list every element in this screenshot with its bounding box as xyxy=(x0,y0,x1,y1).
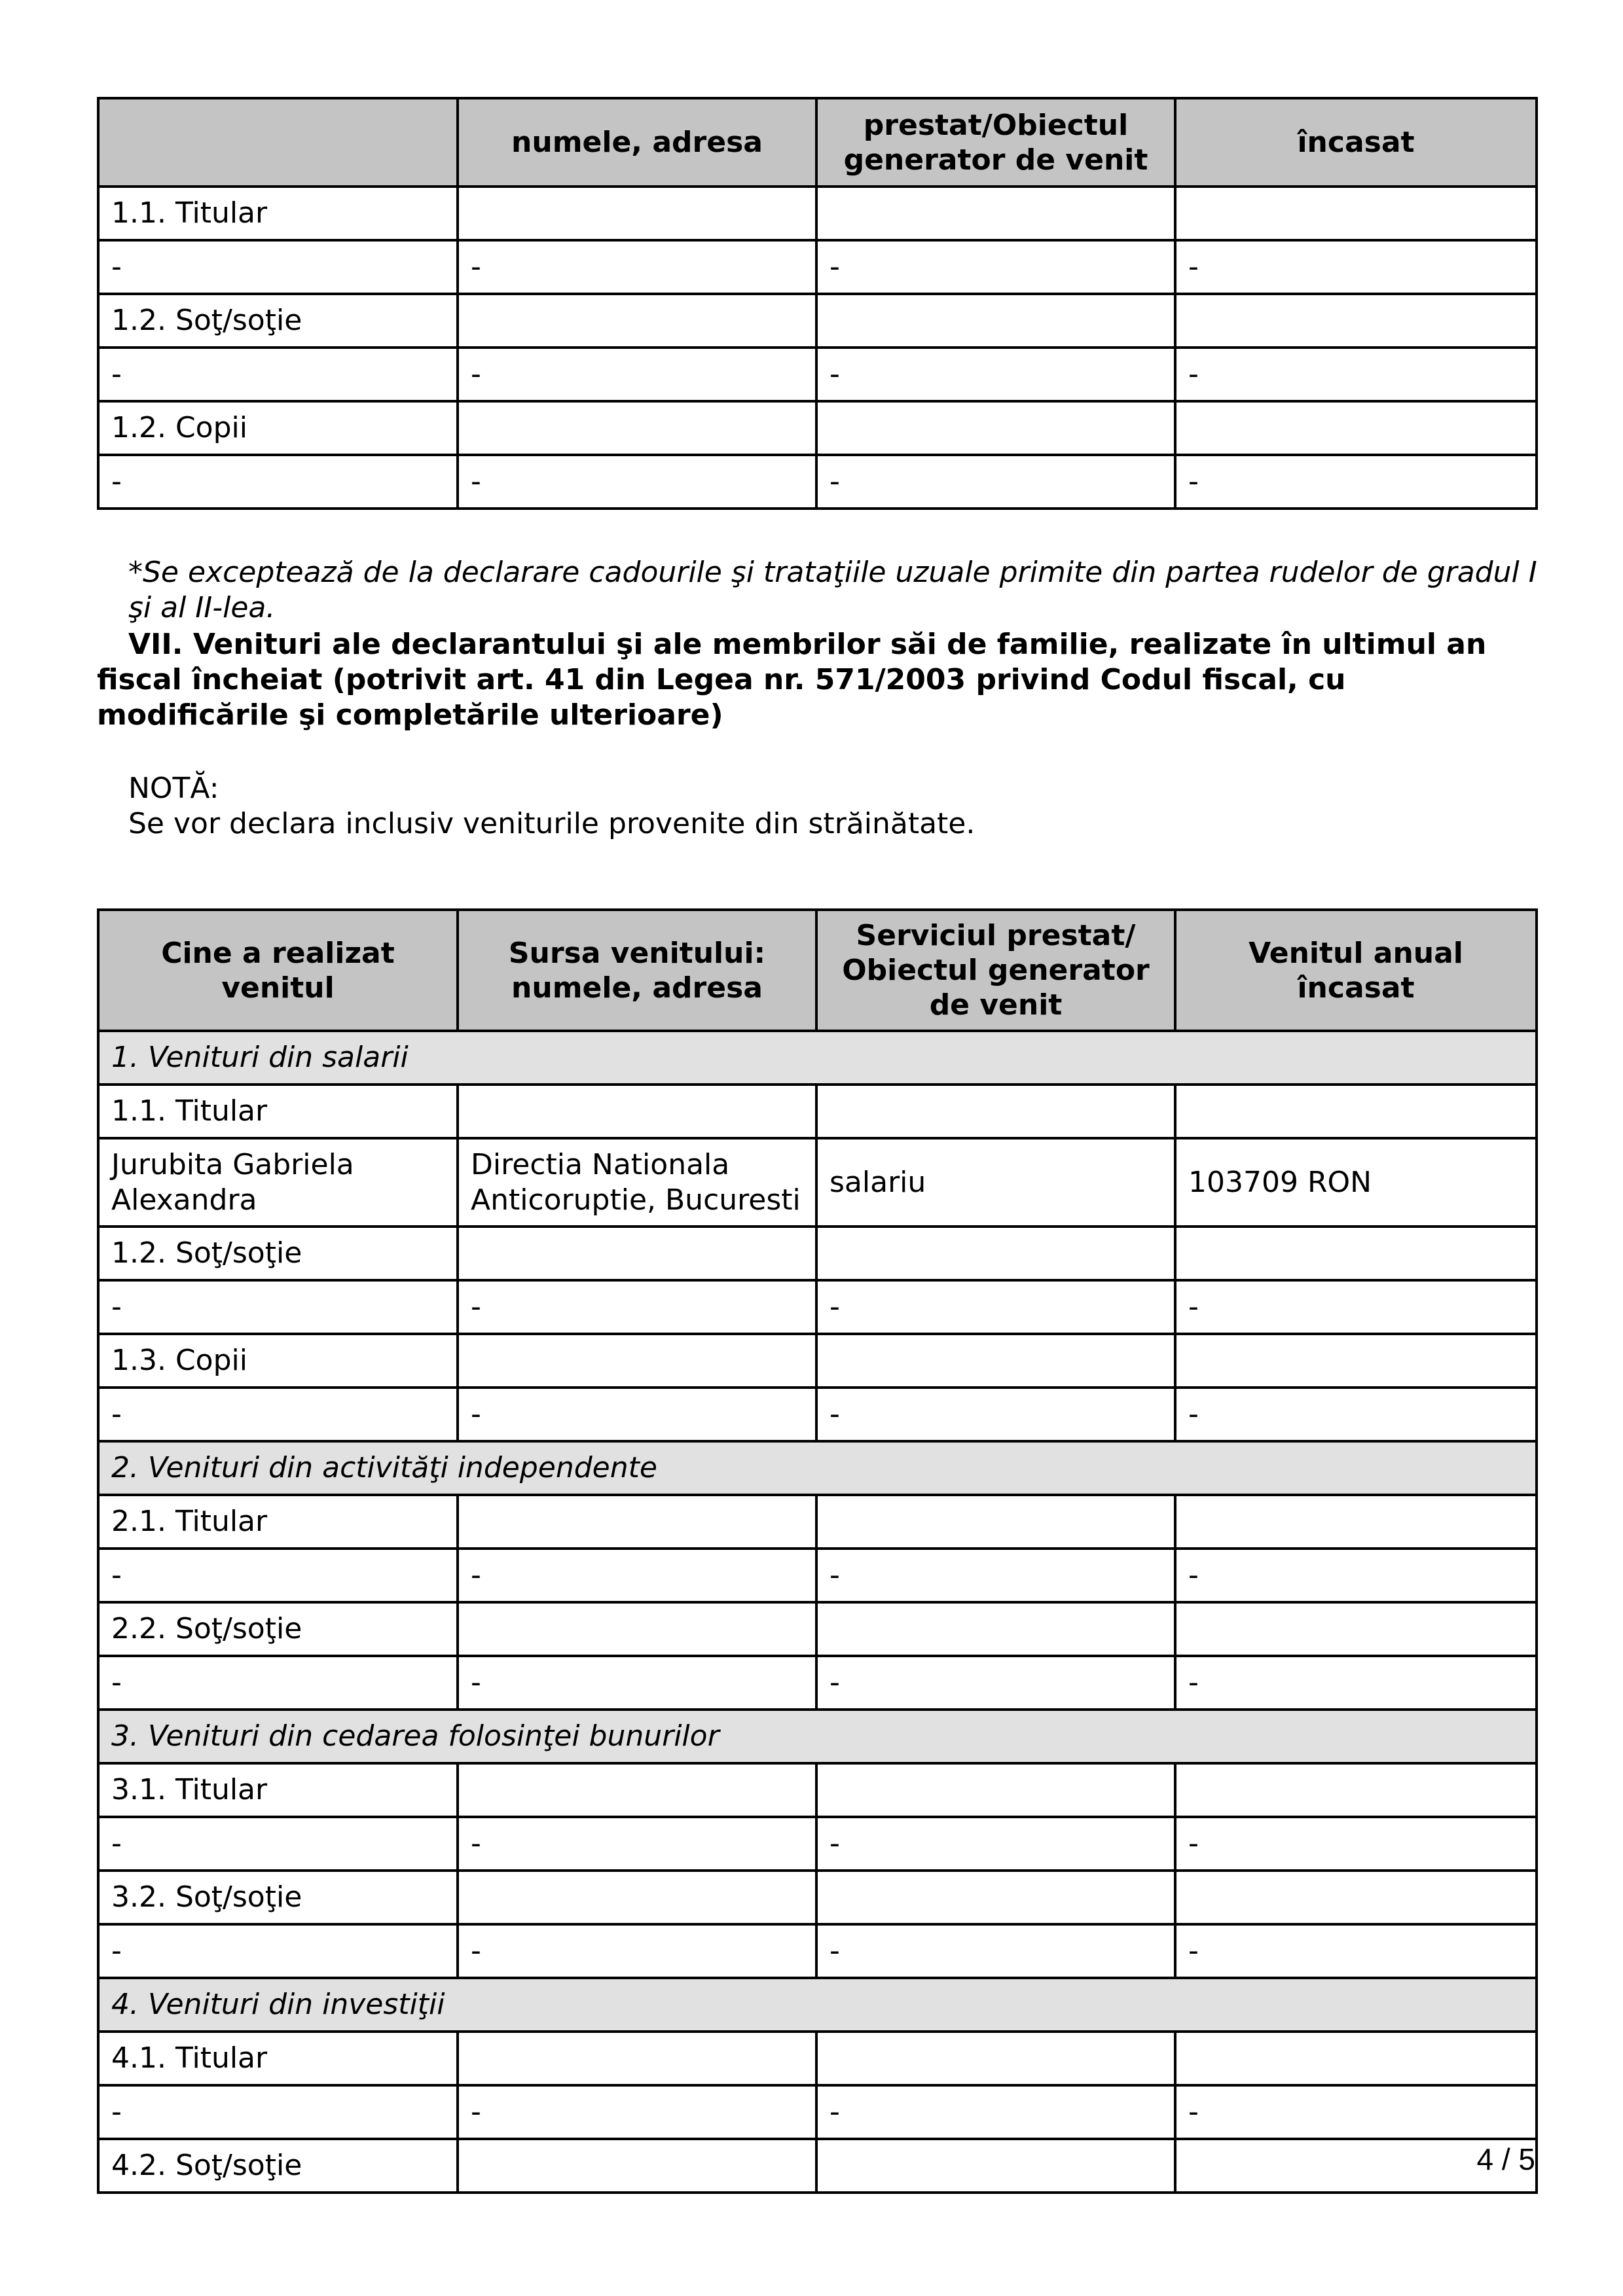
table-cell: - xyxy=(458,2085,816,2139)
table-cell: - xyxy=(98,1924,458,1978)
table-cell xyxy=(1175,1227,1537,1280)
header-cell: Serviciul prestat/ Obiectul generator de venit xyxy=(816,910,1175,1031)
table-header-row xyxy=(98,910,1537,1031)
table-cell: - xyxy=(816,240,1175,294)
table-cell: Jurubita Gabriela Alexandra xyxy=(98,1138,458,1227)
table-cell: 1.2. Copii xyxy=(98,401,458,455)
table-cell: - xyxy=(98,1388,458,1441)
table-row xyxy=(98,1549,1537,1602)
table-cell: - xyxy=(1175,1280,1537,1334)
table-row xyxy=(98,1085,1537,1138)
header-cell: încasat xyxy=(1175,98,1537,187)
section-row xyxy=(98,1710,1537,1763)
header-cell: Cine a realizat venitul xyxy=(98,910,458,1031)
table-cell: - xyxy=(1175,1549,1537,1602)
table-cell: - xyxy=(458,240,816,294)
table-cell xyxy=(1175,401,1537,455)
table-row xyxy=(98,348,1537,401)
header-cell: Sursa venitului: numele, adresa xyxy=(458,910,816,1031)
section-row xyxy=(98,1441,1537,1495)
table-row xyxy=(98,1924,1537,1978)
table-row xyxy=(98,1817,1537,1871)
header-cell: numele, adresa xyxy=(458,98,816,187)
table-cell: 1.1. Titular xyxy=(98,1085,458,1138)
table-cell: 3.1. Titular xyxy=(98,1763,458,1817)
table-cell xyxy=(458,1871,816,1924)
table-cell: - xyxy=(98,1280,458,1334)
table-cell: - xyxy=(98,240,458,294)
table-row xyxy=(98,1388,1537,1441)
table-cell: 3.2. Soţ/soţie xyxy=(98,1871,458,1924)
table-cell xyxy=(816,401,1175,455)
table-cell xyxy=(1175,294,1537,348)
table-cell: - xyxy=(458,455,816,509)
table-cell xyxy=(1175,1495,1537,1549)
table-cell: - xyxy=(1175,1924,1537,1978)
table-row xyxy=(98,240,1537,294)
table-row xyxy=(98,1763,1537,1817)
table-cell xyxy=(1175,1602,1537,1656)
page-number: 4 / 5 xyxy=(1476,2142,1535,2176)
table-cell: 1.2. Soţ/soţie xyxy=(98,1227,458,1280)
table-cell: - xyxy=(1175,2085,1537,2139)
table-row xyxy=(98,1656,1537,1710)
table-cell: - xyxy=(1175,1656,1537,1710)
table-cell: - xyxy=(98,455,458,509)
header-cell xyxy=(98,98,458,187)
table-cell xyxy=(1175,1763,1537,1817)
nota-label: NOTĂ: xyxy=(128,772,219,805)
table-cell xyxy=(1175,1085,1537,1138)
table-cell: - xyxy=(1175,1388,1537,1441)
table-cell: - xyxy=(1175,455,1537,509)
table-cell xyxy=(816,1871,1175,1924)
section-label: 1. Venituri din salarii xyxy=(98,1031,1537,1085)
table-cell xyxy=(816,1602,1175,1656)
table-cell: - xyxy=(1175,1817,1537,1871)
table-row xyxy=(98,455,1537,509)
table-cell xyxy=(458,187,816,240)
table-row xyxy=(98,1602,1537,1656)
section-row xyxy=(98,1978,1537,2032)
table-row xyxy=(98,401,1537,455)
table-cell: - xyxy=(816,1924,1175,1978)
table-cell xyxy=(1175,187,1537,240)
table-cell xyxy=(458,1495,816,1549)
table-cell: - xyxy=(816,2085,1175,2139)
table-cell: - xyxy=(98,2085,458,2139)
nota-text: Se vor declara inclusiv veniturile provenite din străinătate. xyxy=(128,807,976,840)
table-cell xyxy=(816,1334,1175,1388)
table-row xyxy=(98,294,1537,348)
table-cell: - xyxy=(816,1388,1175,1441)
table-row xyxy=(98,1227,1537,1280)
table-cell: - xyxy=(458,1817,816,1871)
table-cell: - xyxy=(816,1656,1175,1710)
section-label: 3. Venituri din cedarea folosinţei bunurilor xyxy=(98,1710,1537,1763)
header-cell: prestat/Obiectul generator de venit xyxy=(816,98,1175,187)
section-title: VII. Venituri ale declarantului şi ale membrilor săi de familie, realizate în ultimul an fiscal încheiat (potrivit art. 41 din Legea nr. 571/2003 privind Codul fiscal, cu modificările şi completările ulterioare) xyxy=(97,628,1487,732)
table-row xyxy=(98,2139,1537,2193)
table-cell: 1.3. Copii xyxy=(98,1334,458,1388)
table-cell xyxy=(816,2032,1175,2085)
table-cell xyxy=(458,1227,816,1280)
table-cell: 1.1. Titular xyxy=(98,187,458,240)
table-cell: - xyxy=(98,348,458,401)
table-cell: - xyxy=(458,1280,816,1334)
table-row xyxy=(98,187,1537,240)
table-cell xyxy=(458,2032,816,2085)
table-row xyxy=(98,1280,1537,1334)
table-cell: - xyxy=(458,1924,816,1978)
table-cell: - xyxy=(816,1817,1175,1871)
table-row xyxy=(98,1138,1537,1227)
income-table xyxy=(97,908,1538,2194)
gifts-table-continued xyxy=(97,97,1538,510)
exceptions-note: *Se exceptează de la declarare cadourile şi trataţiile uzuale primite din partea rudelor de gradul I şi al II-lea. xyxy=(128,556,1537,624)
table-cell: salariu xyxy=(816,1138,1175,1227)
table-cell: 2.2. Soţ/soţie xyxy=(98,1602,458,1656)
table-cell xyxy=(816,1227,1175,1280)
section-label: 4. Venituri din investiţii xyxy=(98,1978,1537,2032)
table-cell xyxy=(816,187,1175,240)
table-cell: - xyxy=(816,455,1175,509)
table-cell: - xyxy=(98,1656,458,1710)
table-cell xyxy=(458,1602,816,1656)
table-cell xyxy=(1175,1334,1537,1388)
table-cell xyxy=(458,1085,816,1138)
table-cell xyxy=(816,1495,1175,1549)
table-cell xyxy=(816,1085,1175,1138)
table-cell: - xyxy=(816,348,1175,401)
table-cell: - xyxy=(1175,348,1537,401)
table-cell xyxy=(458,294,816,348)
table-cell: 4.1. Titular xyxy=(98,2032,458,2085)
table-cell xyxy=(458,2139,816,2193)
table-cell xyxy=(816,1763,1175,1817)
table-cell xyxy=(458,401,816,455)
table-cell xyxy=(1175,1871,1537,1924)
table-row xyxy=(98,2032,1537,2085)
table-header-row xyxy=(98,98,1537,187)
table-cell: - xyxy=(816,1280,1175,1334)
table-cell: 103709 RON xyxy=(1175,1138,1537,1227)
table-cell: - xyxy=(816,1549,1175,1602)
table-cell: 2.1. Titular xyxy=(98,1495,458,1549)
table-cell: - xyxy=(458,348,816,401)
table-cell: - xyxy=(458,1549,816,1602)
table-cell: Directia Nationala Anticoruptie, Bucuresti xyxy=(458,1138,816,1227)
table-cell xyxy=(458,1763,816,1817)
table-cell: - xyxy=(458,1656,816,1710)
section-label: 2. Venituri din activităţi independente xyxy=(98,1441,1537,1495)
table-cell xyxy=(816,2139,1175,2193)
table-cell: - xyxy=(98,1817,458,1871)
table-row xyxy=(98,1334,1537,1388)
header-cell: Venitul anual încasat xyxy=(1175,910,1537,1031)
table-cell: - xyxy=(458,1388,816,1441)
table-cell: - xyxy=(1175,240,1537,294)
table-row xyxy=(98,1495,1537,1549)
section-row xyxy=(98,1031,1537,1085)
table-cell xyxy=(1175,2032,1537,2085)
table-row xyxy=(98,2085,1537,2139)
table-cell xyxy=(816,294,1175,348)
table-cell: 4.2. Soţ/soţie xyxy=(98,2139,458,2193)
table-cell xyxy=(458,1334,816,1388)
table-cell: 1.2. Soţ/soţie xyxy=(98,294,458,348)
table-row xyxy=(98,1871,1537,1924)
table-cell: - xyxy=(98,1549,458,1602)
